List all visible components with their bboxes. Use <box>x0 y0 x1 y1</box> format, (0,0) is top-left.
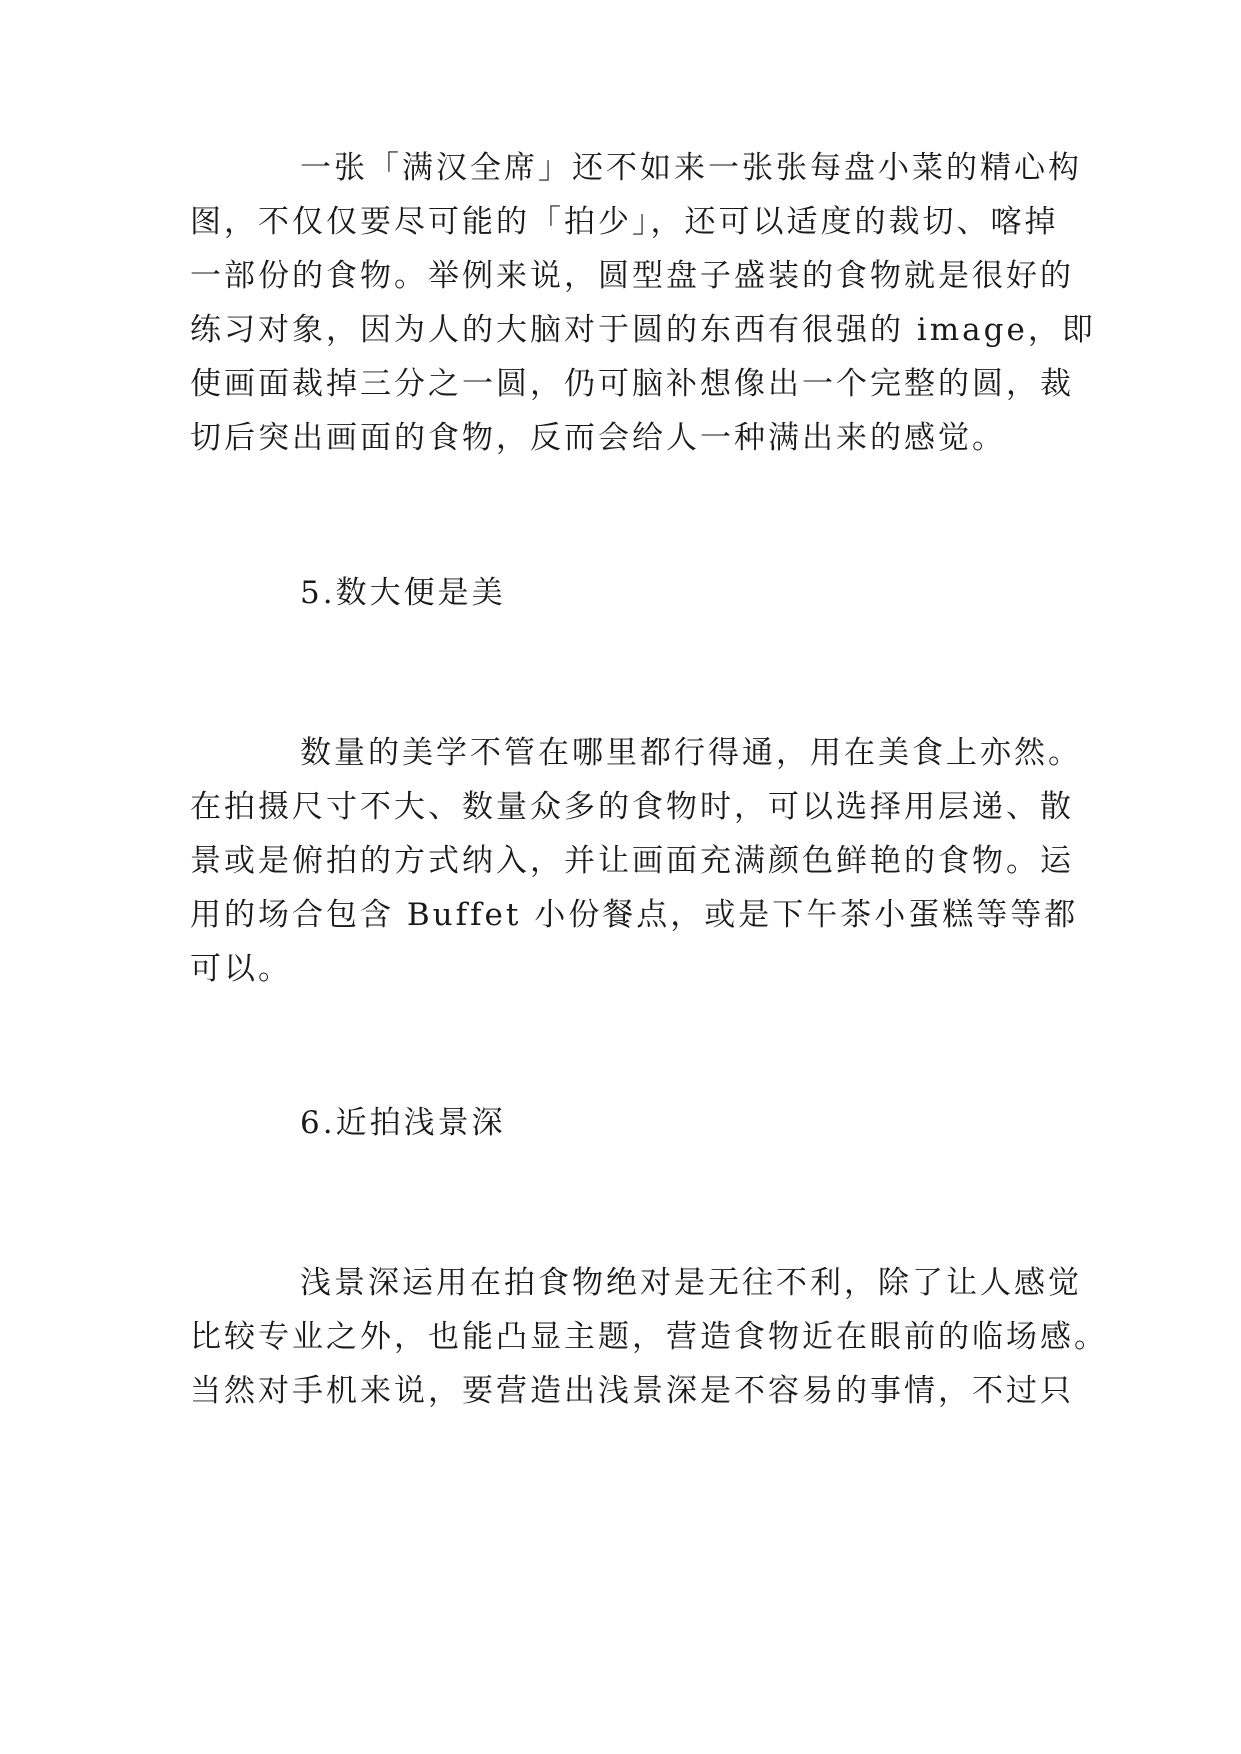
paragraph-line: 用的场合包含 Buffet 小份餐点，或是下午茶小蛋糕等等都 <box>190 897 1079 933</box>
paragraph-line: 浅景深运用在拍食物绝对是无往不利，除了让人感觉 <box>300 1265 1082 1301</box>
paragraph-line: 在拍摄尺寸不大、数量众多的食物时，可以选择用层递、散 <box>190 789 1074 825</box>
paragraph-line: 数量的美学不管在哪里都行得通，用在美食上亦然。 <box>300 735 1082 771</box>
paragraph-line: 可以。 <box>190 951 292 987</box>
paragraph-line: 当然对手机来说，要营造出浅景深是不容易的事情，不过只 <box>190 1373 1074 1409</box>
section-heading: 6.近拍浅景深 <box>300 1105 506 1141</box>
section-heading: 5.数大便是美 <box>300 575 506 611</box>
paragraph-line: 切后突出画面的食物，反而会给人一种满出来的感觉。 <box>190 420 1006 456</box>
paragraph-line: 练习对象，因为人的大脑对于圆的东西有很强的 image，即 <box>190 312 1096 348</box>
paragraph-line: 图，不仅仅要尽可能的「拍少」，还可以适度的裁切、喀掉 <box>190 204 1059 240</box>
paragraph-line: 使画面裁掉三分之一圆，仍可脑补想像出一个完整的圆，裁 <box>190 366 1074 402</box>
paragraph-line: 一张「满汉全席」还不如来一张张每盘小菜的精心构 <box>300 150 1082 186</box>
paragraph-line: 一部份的食物。举例来说，圆型盘子盛装的食物就是很好的 <box>190 258 1074 294</box>
paragraph-line: 景或是俯拍的方式纳入，并让画面充满颜色鲜艳的食物。运 <box>190 843 1074 879</box>
paragraph-line: 比较专业之外，也能凸显主题，营造食物近在眼前的临场感。 <box>190 1319 1108 1355</box>
